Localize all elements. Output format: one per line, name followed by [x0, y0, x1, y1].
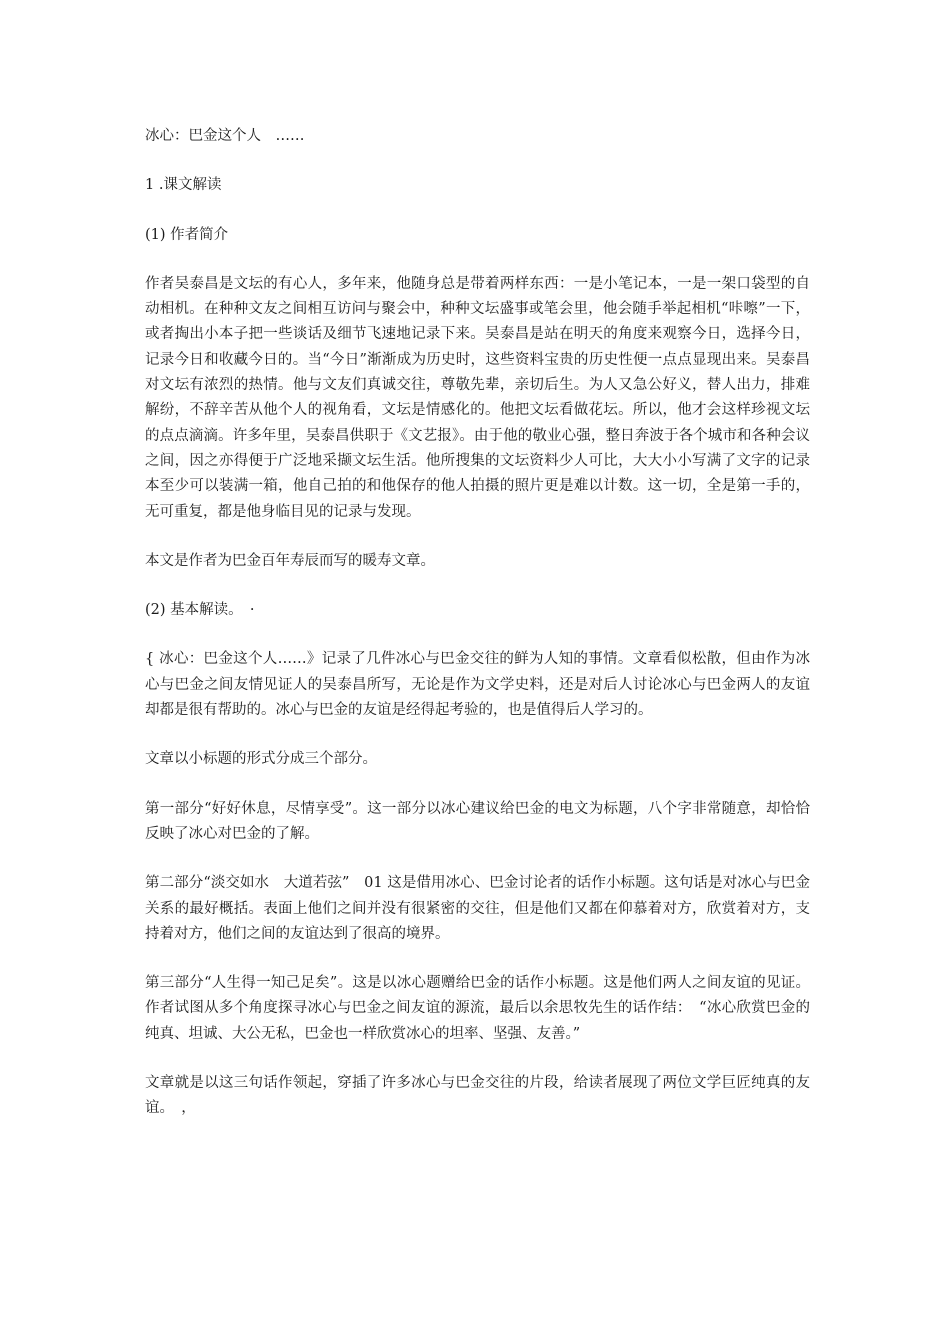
- document-title: 冰心：巴金这个人 ……: [145, 128, 305, 144]
- part-one-paragraph: 第一部分“好好休息，尽情享受”。这一部分以冰心建议给巴金的电文为标题，八个字非常随意，却恰恰反映了冰心对巴金的了解。: [145, 800, 810, 842]
- author-intro-heading: (1) 作者简介: [145, 226, 229, 243]
- reading-paragraph: { 冰心：巴金这个人……》记录了几件冰心与巴金交往的鲜为人知的事情。文章看似松散，但由作为冰心与巴金之间友情见证人的吴泰昌所写，无论是作为文学史料，还是对后人讨论冰心与巴金两人的友谊却都是很有帮助的。冰心与巴金的友谊是经得起考验的，也是值得后人学习的。: [145, 651, 810, 719]
- structure-paragraph: 文章以小标题的形式分成三个部分。: [145, 751, 377, 768]
- purpose-paragraph: 本文是作者为巴金百年寿辰而写的暖寿文章。: [145, 552, 435, 569]
- basic-reading-heading: (2) 基本解读。 ·: [145, 602, 255, 619]
- author-intro-paragraph: 作者吴泰昌是文坛的有心人，多年来，他随身总是带着两样东西：一是小笔记本，一是一架口袋型的自动相机。在种种文友之间相互访问与聚会中，种种文坛盛事或笔会里，他会随手举起相机“咔嚓”一下，或者掏出小本子把一些谈话及细节飞速地记录下来。吴泰昌是站在明天的角度来观察今日，选择今日，记录今日和收藏今日的。当“今日”渐渐成为历史时，这些资料宝贵的历史性便一点点显现出来。吴泰昌对文坛有浓烈的热情。他与文友们真诚交往，尊敬先辈，亲切后生。为人又急公好义，替人出力，排难解纷，不辞辛苦从他个人的视角看，文坛是情感化的。他把文坛看做花坛。所以，他才会这样珍视文坛的点点滴滴。许多年里，吴泰昌供职于《文艺报》。由于他的敬业心强，整日奔波于各个城市和各种会议之间，因之亦得便于广泛地采撷文坛生活。他所搜集的文坛资料少人可比，大大小小写满了文字的记录本至少可以装满一箱，他自己拍的和他保存的他人拍摄的照片更是难以计数。这一切，全是第一手的，无可重复，都是他身临目见的记录与发现。: [145, 275, 810, 520]
- part-three-paragraph: 第三部分“人生得一知己足矣”。这是以冰心题赠给巴金的话作小标题。这是他们两人之间友谊的见证。作者试图从多个角度探寻冰心与巴金之间友谊的源流，最后以余思牧先生的话作结： “冰心欣赏巴金的纯真、坦诚、大公无私，巴金也一样欣赏冰心的坦率、坚强、友善。”: [145, 975, 810, 1042]
- part-two-paragraph: 第二部分“淡交如水 大道若弦” 01 这是借用冰心、巴金讨论者的话作小标题。这句话是对冰心与巴金关系的最好概括。表面上他们之间并没有很紧密的交往，但是他们又都在仰慕着对方，欣赏着对方，支持着对方，他们之间的友谊达到了很高的境界。: [145, 875, 810, 942]
- document-page: [145, 124, 810, 1122]
- section-heading: 1 .课文解读: [145, 177, 222, 194]
- conclusion-paragraph: 文章就是以这三句话作领起，穿插了许多冰心与巴金交往的片段，给读者展现了两位文学巨匠纯真的友谊。 ，: [145, 1075, 810, 1117]
